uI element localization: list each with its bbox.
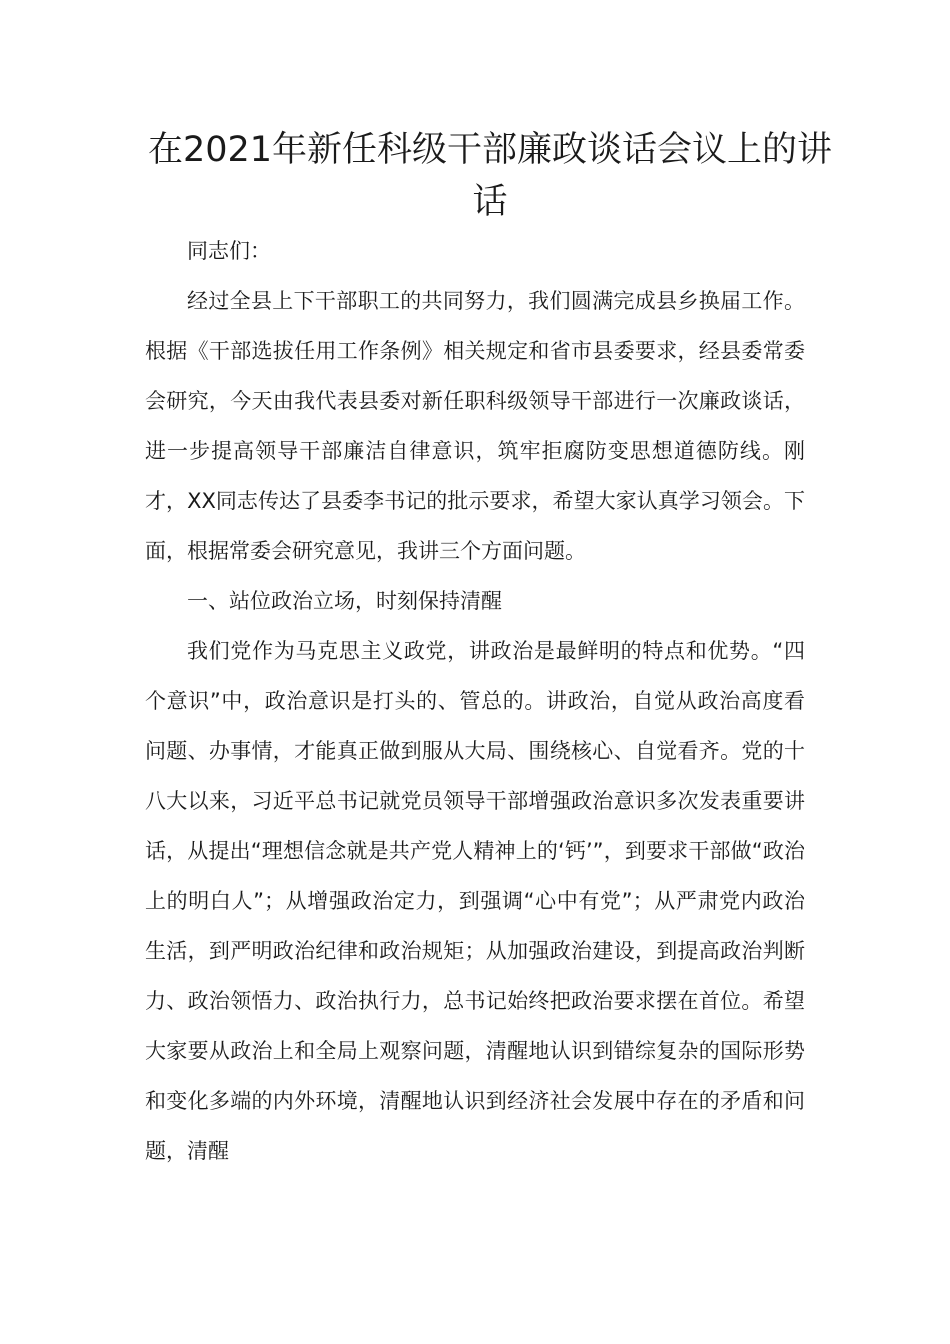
- document-body: [145, 226, 805, 1176]
- document-title: 在2021年新任科级干部廉政谈话会议上的讲话: [147, 130, 833, 222]
- paragraph-intro: 经过全县上下干部职工的共同努力，我们圆满完成县乡换届工作。根据《干部选拔任用工作条例》相关规定和省市县委要求，经县委常委会研究，今天由我代表县委对新任职科级领导干部进行一次廉政谈话，进一步提高领导干部廉洁自律意识，筑牢拒腐防变思想道德防线。刚才，XX同志传达了县委李书记的批示要求，希望大家认真学习领会。下面，根据常委会研究意见，我讲三个方面问题。: [145, 289, 805, 563]
- salutation: 同志们：: [187, 239, 271, 263]
- section-heading-1: 一、站位政治立场，时刻保持清醒: [187, 589, 502, 613]
- paragraph-political-stance: 我们党作为马克思主义政党，讲政治是最鲜明的特点和优势。“四个意识”中，政治意识是打头的、管总的。讲政治，自觉从政治高度看问题、办事情，才能真正做到服从大局、围绕核心、自觉看齐。党的十八大以来，习近平总书记就党员领导干部增强政治意识多次发表重要讲话，从提出“理想信念就是共产党人精神上的‘钙’”，到要求干部做“政治上的明白人”；从增强政治定力，到强调“心中有党”；从严肃党内政治生活，到严明政治纪律和政治规矩；从加强政治建设，到提高政治判断力、政治领悟力、政治执行力，总书记始终把政治要求摆在首位。希望大家要从政治上和全局上观察问题，清醒地认识到错综复杂的国际形势和变化多端的内外环境，清醒地认识到经济社会发展中存在的矛盾和问题，清醒: [145, 639, 805, 1163]
